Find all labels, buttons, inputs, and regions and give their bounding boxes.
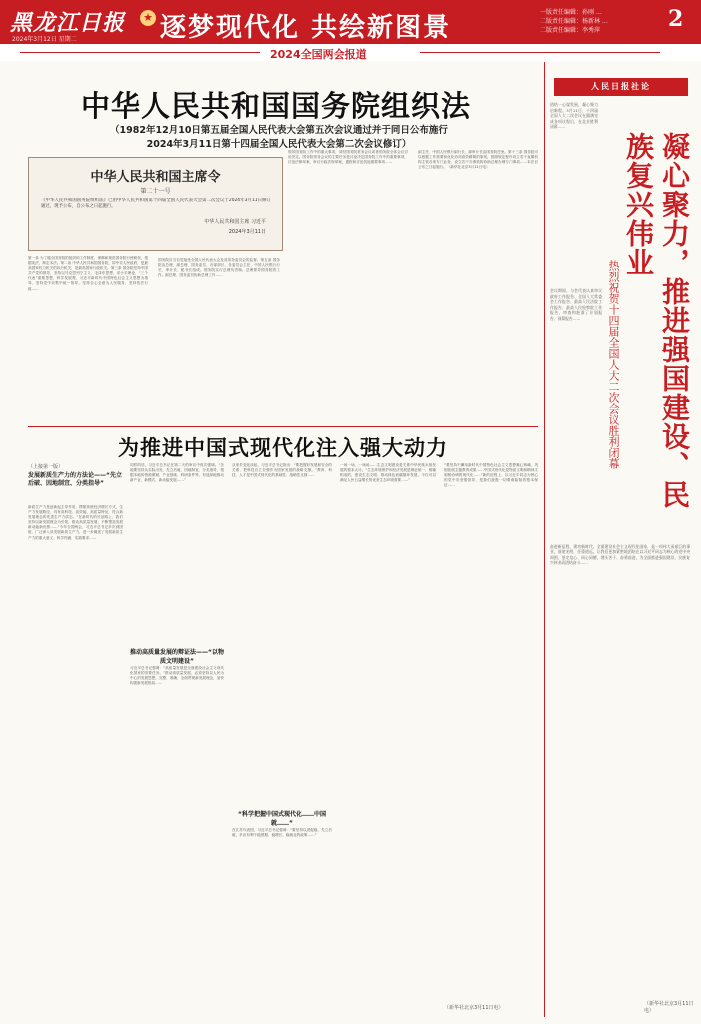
editorial-kicker: 热烈祝贺十四届全国人大二次会议胜利闭幕 xyxy=(607,260,620,469)
decree-body: 《中华人民共和国国务院组织法》已由中华人民共和国第十四届全国人民代表大会第二次会议于2024年3月11日修订通过，现予公布，自公布之日起施行。 xyxy=(41,198,271,209)
article-column-3b: 在江苏代表团，习近平总书记强调：“要坚持以进促稳、先立后破，多出有利于稳预期、稳增长、稳就业的政策……” xyxy=(232,828,332,838)
article-divider xyxy=(28,426,538,427)
law-subtitle xyxy=(24,124,534,152)
law-text-column-1: 第一条 为了健全国务院的组织和工作制度，保障和规范国务院行使职权，根据宪法，制定本法。第二条 中华人民共和国国务院，即中央人民政府，是最高国家权力机关的执行机关，是最高国家行政机关。第三条 国务院坚持中国共产党的领导，坚持以马克思列宁主义、毛泽东思想、邓小平理论、“三个代表”重要思想、科学发展观、习近平新时代中国特色社会主义思想为指导，坚持党中央集中统一领导，坚持全心全意为人民服务，坚持依法行政…… xyxy=(28,256,148,291)
article-subheading-1: 推动高质量发展的辩证法——“以物质文明建设” xyxy=(130,649,224,665)
article-headline: 为推进中国式现代化注入强大动力 xyxy=(118,435,448,460)
section-label: 2024全国两会报道 xyxy=(270,48,367,61)
article-column-5: “要坚持不懈用新时代中国特色社会主义思想凝心铸魂，巩固拓展主题教育成果……中国式现代化是物质文明和精神文明相协调的现代化……”新的征程上，以习近平同志为核心的党中央坚强领导，是我们战胜一切艰难险阻的根本保证…… xyxy=(444,463,538,488)
law-text-column-3: 领导国务院工作中的重大事项，须经国务院常务会议或者国务院全体会议讨论决定。国务院常务会议的主要任务是讨论决定国务院工作中的重要事项，讨论法律草案、审议行政法规草案，通报和讨论其他重要事项…… xyxy=(288,150,408,165)
newspaper-logo: 黑龙江日报 xyxy=(10,10,126,36)
campaign-banner: 逐梦现代化 共绘新图景 xyxy=(160,13,452,43)
editorial-body-2: 会议期间，与会代表认真审议政府工作报告、全国人大常委会工作报告、最高人民法院工作报告、最高人民检察院工作报告，审查和批准了计划报告、预算报告…… xyxy=(550,288,602,321)
law-title: 中华人民共和国国务院组织法 xyxy=(80,89,471,123)
article-byline: （上接第一版） xyxy=(28,464,64,470)
editorial-body-3: 奋进新征程，建功新时代。全面建设社会主义现代化国家，是一项伟大而艰巨的事业，前途光明，任重道远。让我们更加紧密地团结在以习近平同志为核心的党中央周围，坚定信心、同心同德，埋头苦干、奋勇前进，为全面推进强国建设、民族复兴伟业而团结奋斗…… xyxy=(550,544,690,566)
editor-credits: 一版责任编辑：孙刚 … 二版责任编辑：杨新林 … 二版责任编辑：李秀萍 xyxy=(540,9,608,34)
article-subheading-2: “科学把握中国式现代化……中国就……” xyxy=(238,811,326,827)
article-column-4: 一场一场，一场场……生态文明建设是关系中华民族永续发展的根本大计。“生态环境保护和经济发展是辩证统一、相辅相成的，建设生态文明、推动绿色低碳循环发展，不仅可以满足人民日益增长的优美生态环境需要……” xyxy=(340,463,436,483)
page-number: 2 xyxy=(668,6,684,32)
law-text-column-2: 国务院应当自觉接受全国人民代表大会及其常务委员会的监督。第五条 国务院由总理、副总理、国务委员、各部部长、各委员会主任、中国人民银行行长、审计长、秘书长组成。国务院实行总理负责制。总理领导国务院的工作。副总理、国务委员协助总理工作…… xyxy=(158,258,280,278)
editorial-tag: 人民日报社论 xyxy=(554,78,688,96)
law-subtitle-line2: 2024年3月11日第十四届全国人民代表大会第二次会议修订） xyxy=(146,139,412,150)
editorial-headline: 凝心聚力，推进强国建设、民族复兴伟业 xyxy=(622,132,691,509)
article-column-3: 从家乡变化谈起，习近平总书记指出：“要把握好发展和安全的关系，把科技自立自强作为国家发展的战略支撑。”教育、科技、人才是中国式现代化的基础性、战略性支撑…… xyxy=(232,463,332,478)
law-text-column-4: 副主任、中国人民银行副行长、副审计长由国务院任免。第十三条 国务院可以根据工作需要和优化协同高效精简的原则，按照规定程序设立若干直属机构主管各项专门业务，设立若干办事机构协助总理办理专门事项……本法自公布之日起施行。（新华社北京3月11日电） xyxy=(418,150,538,170)
section-rule-right xyxy=(420,52,660,53)
editorial-intro: 团结一心谋发展，凝心聚力启新程。3月11日，十四届全国人大二次会议在圆满完成各项议程后，在北京胜利闭幕…… xyxy=(550,102,598,130)
law-subtitle-line1: （1982年12月10日第五届全国人民代表大会第五次会议通过并于同日公布施行 xyxy=(110,125,448,136)
article-column-2b: 习近平总书记强调：“高质量发展是全面建设社会主义现代化国家的首要任务。”推动高质量发展，必须坚持以人民为中心的发展思想，完整、准确、全面贯彻新发展理念，加快构建新发展格局…… xyxy=(130,666,224,686)
editorial-sidebar xyxy=(550,74,694,1019)
sidebar-separator xyxy=(544,62,545,1017)
decree-date: 2024年3月11日 xyxy=(228,229,266,235)
article-source-note: （新华社北京3月11日电） xyxy=(444,1005,504,1011)
section-bar xyxy=(0,44,701,61)
editorial-credit: （新华社北京3月11日电） xyxy=(644,1001,694,1014)
article-pull-quote: 发展新质生产力的方法论——“先立后破、因地制宜、分类指导” xyxy=(28,472,122,487)
decree-title: 中华人民共和国主席令 xyxy=(90,170,221,185)
article-column-2: 同样的话，习近平总书记在第二天的审议中再次强调。“各地要坚持从实际出发，先立后破、因地制宜、分类指导，根据本地的资源禀赋、产业基础、科研条件等，有选择地推动新产业、新模式、新动能发展……” xyxy=(130,463,224,483)
decree-signature: 中华人民共和国主席 习近平 xyxy=(204,219,266,225)
section-rule-left xyxy=(20,52,260,53)
presidential-decree-box xyxy=(28,157,283,251)
decree-number: 第二十一号 xyxy=(140,188,171,195)
masthead xyxy=(0,0,701,44)
article-column-1: 新质生产力是创新起主导作用，摆脱传统经济增长方式、生产力发展路径，具有高科技、高效能、高质量特征，符合新发展理念的先进生产力质态。“在新时代的长征路上，我们坚持以新发展理念为引领，推动高质量发展，不断塑造发展新动能新优势……”今年全国两会，习近平总书记多次到团组，广泛深入谈发展新质生产力，进一步阐述了发展新质生产力的重大意义、科学内涵、实践要求…… xyxy=(28,505,123,540)
edition-date: 2024年3月12日 星期二 xyxy=(12,36,77,43)
star-icon: ★ xyxy=(140,10,156,26)
